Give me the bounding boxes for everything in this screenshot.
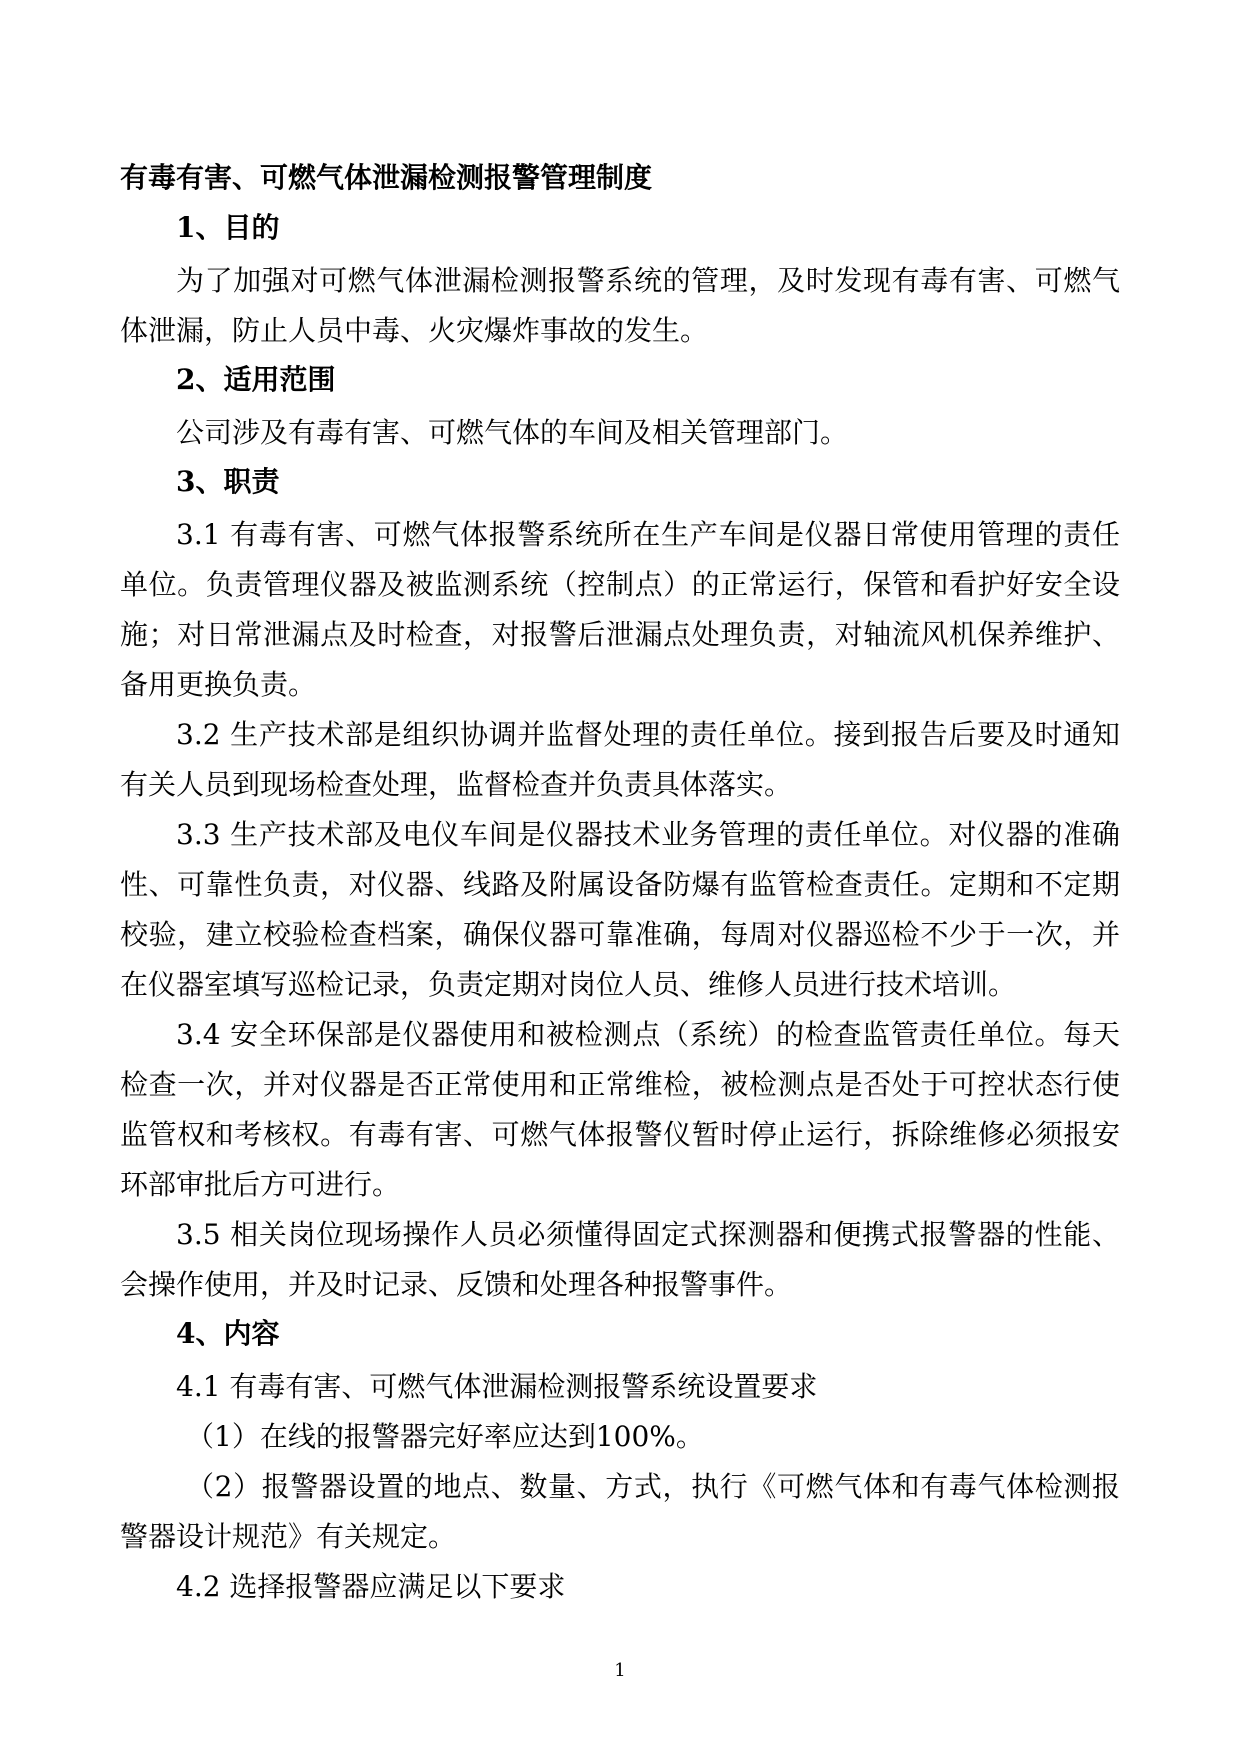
section-heading-responsibilities: 3、职责 [176, 465, 280, 498]
paragraph: 3.5 相关岗位现场操作人员必须懂得固定式探测器和便携式报警器的性能、会操作使用，并及时记录、反馈和处理各种报警事件。 [120, 1218, 1120, 1301]
paragraph: 3.2 生产技术部是组织协调并监督处理的责任单位。接到报告后要及时通知有关人员到现场检查处理，监督检查并负责具体落实。 [120, 718, 1120, 801]
paragraph: 3.3 生产技术部及电仪车间是仪器技术业务管理的责任单位。对仪器的准确性、可靠性负责，对仪器、线路及附属设备防爆有监管检查责任。定期和不定期校验，建立校验检查档案，确保仪器可靠准确，每周对仪器巡检不少于一次，并在仪器室填写巡检记录，负责定期对岗位人员、维修人员进行技术培训。 [120, 818, 1120, 1001]
paragraph: 4.2 选择报警器应满足以下要求 [176, 1570, 566, 1603]
section-heading-purpose: 1、目的 [176, 211, 280, 244]
paragraph: 4.1 有毒有害、可燃气体泄漏检测报警系统设置要求 [176, 1370, 818, 1403]
paragraph: 3.4 安全环保部是仪器使用和被检测点（系统）的检查监管责任单位。每天检查一次，并对仪器是否正常使用和正常维检，被检测点是否处于可控状态行使监管权和考核权。有毒有害、可燃气体报警仪暂时停止运行，拆除维修必须报安环部审批后方可进行。 [120, 1018, 1120, 1201]
list-item: （2）报警器设置的地点、数量、方式，执行《可燃气体和有毒气体检测报警器设计规范》有关规定。 [120, 1470, 1120, 1553]
document-title: 有毒有害、可燃气体泄漏检测报警管理制度 [120, 161, 653, 194]
section-heading-scope: 2、适用范围 [176, 363, 336, 396]
page-number: 1 [614, 1660, 626, 1681]
section-heading-content: 4、内容 [176, 1317, 280, 1350]
document-page [120, 156, 1120, 1612]
paragraph: 公司涉及有毒有害、可燃气体的车间及相关管理部门。 [176, 416, 849, 449]
paragraph: 3.1 有毒有害、可燃气体报警系统所在生产车间是仪器日常使用管理的责任单位。负责管理仪器及被监测系统（控制点）的正常运行，保管和看护好安全设施；对日常泄漏点及时检查，对报警后泄漏点处理负责，对轴流风机保养维护、备用更换负责。 [120, 518, 1120, 701]
paragraph: 为了加强对可燃气体泄漏检测报警系统的管理，及时发现有毒有害、可燃气体泄漏，防止人员中毒、火灾爆炸事故的发生。 [120, 264, 1120, 347]
list-item: （1）在线的报警器完好率应达到100%。 [186, 1420, 704, 1453]
